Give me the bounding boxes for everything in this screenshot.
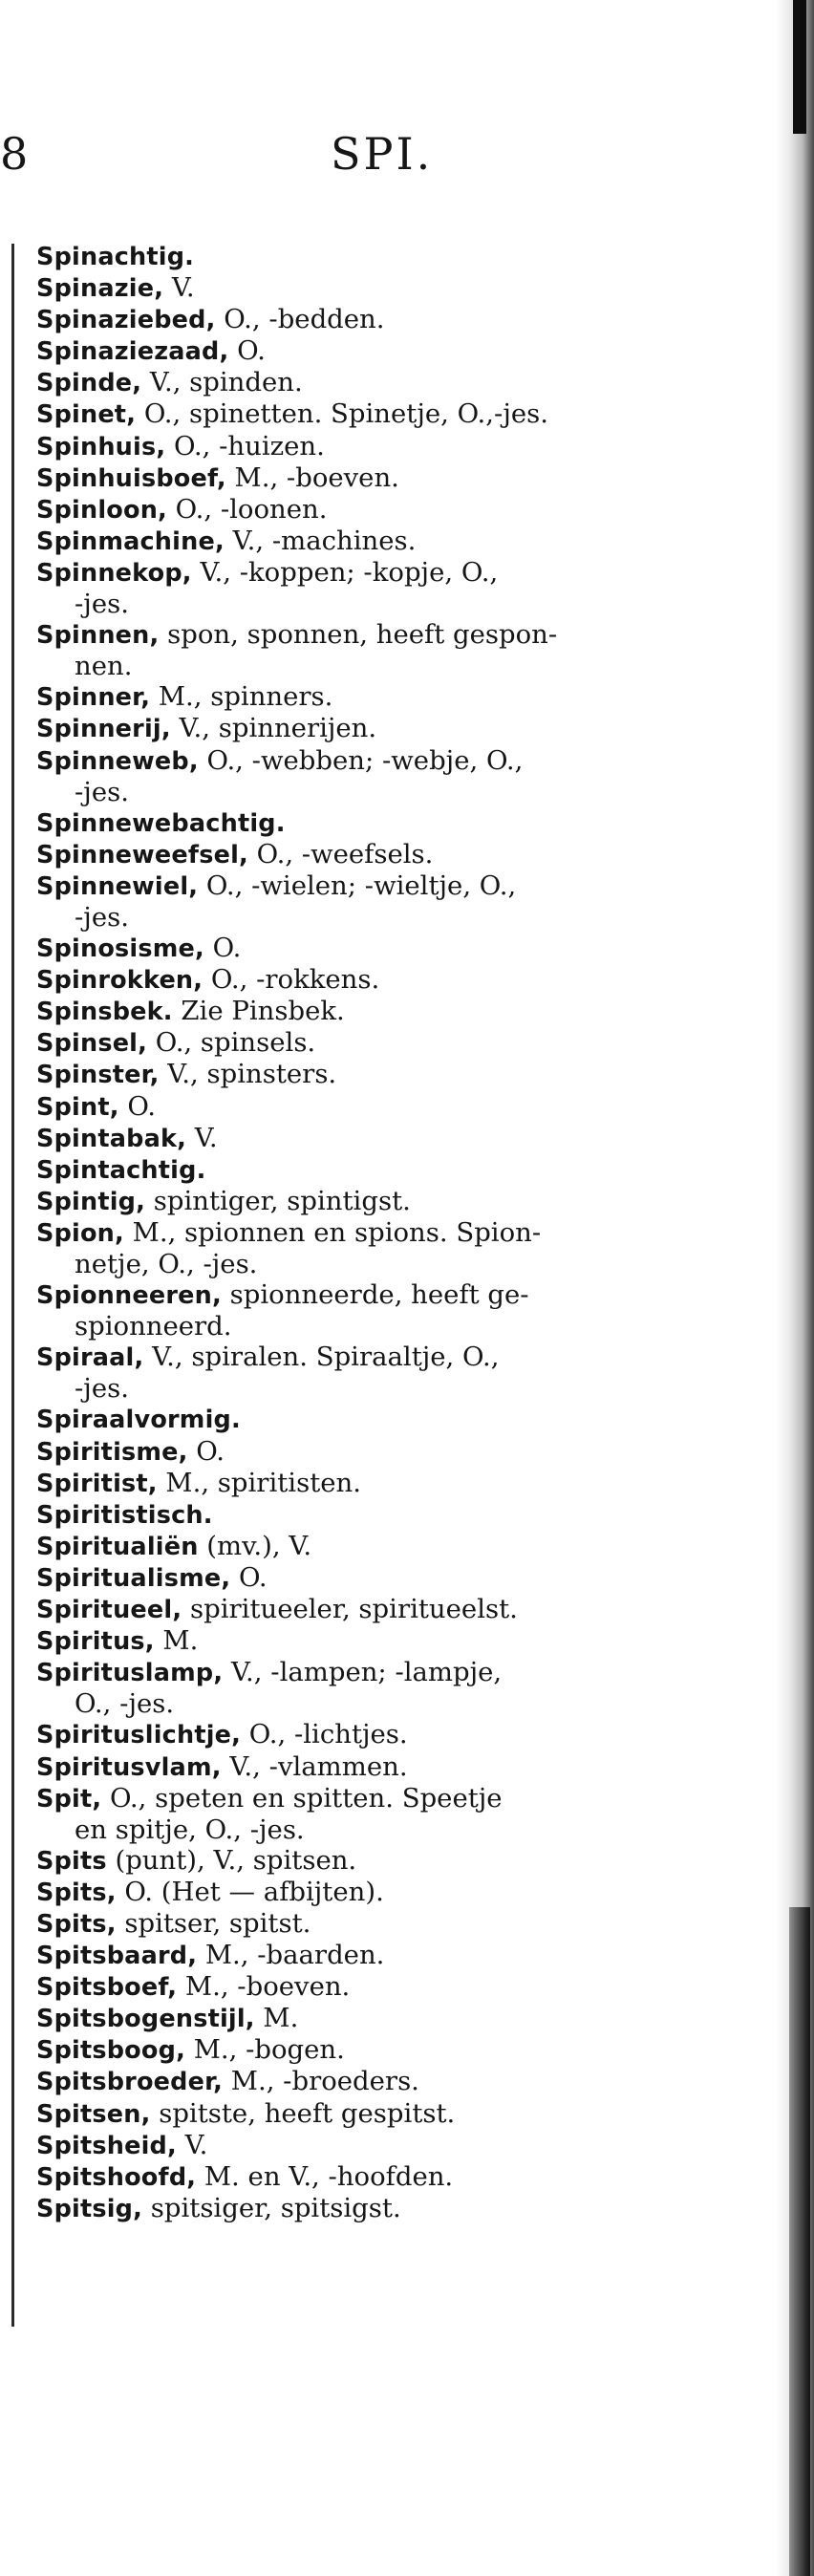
dictionary-entry <box>36 367 726 398</box>
entry-continuation-line <box>36 777 726 807</box>
entry-line <box>36 1594 726 1625</box>
entry-headword: Spiraalvormig. <box>36 1406 241 1435</box>
entry-headword: Spinhuisboef, <box>36 463 226 493</box>
entry-headword: Spinde, <box>36 369 142 398</box>
entry-headword: Spinhuis, <box>36 432 166 462</box>
dictionary-entry <box>36 1940 726 1971</box>
entry-definition: M., spionnen en spions. Spion- <box>123 1216 542 1248</box>
entry-headword: Spinnerij, <box>36 715 171 744</box>
entry-definition: V., spinden. <box>141 367 303 398</box>
entry-headword: Spinosisme, <box>36 934 204 964</box>
entry-headword: Spiritualiën <box>36 1532 199 1561</box>
entry-line <box>36 1499 726 1531</box>
dictionary-entry <box>36 2003 726 2034</box>
dictionary-entry <box>36 1562 726 1594</box>
entry-line <box>36 1657 726 1688</box>
dictionary-entry <box>36 1783 726 1845</box>
entry-definition: M., -baarden. <box>197 1940 385 1971</box>
entry-continuation-line <box>36 1814 726 1845</box>
entry-headword: Spirituslamp, <box>36 1659 224 1688</box>
dictionary-entry <box>36 839 726 870</box>
entry-line <box>36 398 726 430</box>
dictionary-entry <box>36 1217 726 1279</box>
entry-headword: Spinaziezaad, <box>36 337 229 367</box>
entry-continuation-line <box>36 902 726 933</box>
entry-headword: Spinmachine, <box>36 526 225 556</box>
entry-definition: -jes. <box>75 589 129 620</box>
dictionary-entry <box>36 1499 726 1531</box>
entry-line <box>36 1468 726 1499</box>
dictionary-entry <box>36 1877 726 1908</box>
dictionary-entry <box>36 398 726 430</box>
entry-line <box>36 1027 726 1059</box>
entry-line <box>36 494 726 526</box>
entry-line <box>36 462 726 494</box>
dictionary-entry <box>36 557 726 619</box>
entry-line <box>36 681 726 713</box>
entry-line <box>36 1877 726 1908</box>
entry-definition: spitste, heeft gespitst. <box>150 2097 456 2129</box>
entry-definition: M. en V., -hoofden. <box>196 2160 454 2192</box>
entry-definition: O., -wielen; -wieltje, O., <box>198 869 517 901</box>
dictionary-entry <box>36 1154 726 1186</box>
entry-definition: O., -loonen. <box>166 493 328 525</box>
entry-definition: O., -webben; -webje, O., <box>198 744 524 776</box>
column-rule <box>11 244 14 2327</box>
scan-edge-top <box>793 0 806 134</box>
entry-line <box>36 713 726 744</box>
entry-line <box>36 807 726 839</box>
entry-definition: M., -bogen. <box>184 2034 345 2066</box>
dictionary-entry <box>36 1186 726 1217</box>
dictionary-entry <box>36 1279 726 1342</box>
dictionary-entries <box>36 241 726 2224</box>
dictionary-entry <box>36 2098 726 2130</box>
entry-headword: Spit, <box>36 1784 102 1814</box>
dictionary-entry <box>36 1657 726 1719</box>
entry-definition: O. <box>204 933 242 964</box>
entry-definition: Zie Pinsbek. <box>172 996 345 1027</box>
entry-headword: Spion, <box>36 1218 124 1248</box>
entry-headword: Spiritueel, <box>36 1596 182 1625</box>
entry-headword: Spinrokken, <box>36 966 204 996</box>
entry-definition: O. <box>230 1561 268 1593</box>
entry-definition: O., spinetten. Spinetje, O.,-jes. <box>136 398 548 430</box>
entry-headword: Spinsbek. <box>36 998 173 1027</box>
entry-line <box>36 557 726 589</box>
entry-line <box>36 1091 726 1123</box>
dictionary-entry <box>36 335 726 367</box>
entry-definition: -jes. <box>75 901 129 933</box>
entry-definition: M., -broeders. <box>223 2066 419 2097</box>
entry-line <box>36 1751 726 1783</box>
entry-definition: V., spiralen. Spiraaltje, O., <box>143 1342 500 1373</box>
entry-headword: Spitshoofd, <box>36 2162 197 2192</box>
entry-line <box>36 1404 726 1435</box>
entry-line <box>36 1940 726 1971</box>
entry-definition: O. <box>228 335 266 367</box>
entry-headword: Spintabak, <box>36 1124 187 1153</box>
entry-line <box>36 745 726 777</box>
entry-definition: O., -lichtjes. <box>241 1719 408 1750</box>
dictionary-entry <box>36 2193 726 2224</box>
entry-line <box>36 1783 726 1814</box>
entry-headword: Spinneweb, <box>36 746 199 776</box>
entry-definition: -jes. <box>75 1373 129 1405</box>
page-header: SPI. <box>331 128 434 180</box>
entry-line <box>36 619 726 651</box>
dictionary-entry <box>36 1971 726 2003</box>
entry-line <box>36 2161 726 2193</box>
entry-line <box>36 2066 726 2097</box>
entry-headword: Spinster, <box>36 1061 160 1090</box>
entry-headword: Spitsen, <box>36 2099 151 2129</box>
entry-headword: Spiritist, <box>36 1469 158 1498</box>
entry-headword: Spiritus, <box>36 1627 155 1657</box>
dictionary-entry <box>36 304 726 335</box>
entry-continuation-line <box>36 651 726 681</box>
entry-line <box>36 870 726 902</box>
entry-definition: spintiger, spintigst. <box>144 1185 411 1216</box>
entry-headword: Spint, <box>36 1092 119 1122</box>
entry-line <box>36 1154 726 1186</box>
entry-headword: Spintachtig. <box>36 1155 206 1185</box>
entry-line <box>36 2034 726 2066</box>
entry-line <box>36 933 726 964</box>
entry-continuation-line <box>36 1311 726 1342</box>
entry-headword: Spitsbaard, <box>36 1942 198 1971</box>
entry-line <box>36 1279 726 1311</box>
entry-continuation-line <box>36 589 726 619</box>
entry-definition: O., -weefsels. <box>247 838 434 869</box>
entry-headword: Spinner, <box>36 683 151 713</box>
dictionary-entry <box>36 996 726 1027</box>
entry-headword: Spinloon, <box>36 495 167 525</box>
entry-headword: Spinnekop, <box>36 558 192 588</box>
entry-line <box>36 2098 726 2130</box>
entry-definition: M. <box>254 2003 299 2034</box>
entry-line <box>36 1908 726 1940</box>
entry-line <box>36 2003 726 2034</box>
dictionary-entry <box>36 619 726 681</box>
dictionary-entry <box>36 1123 726 1154</box>
entry-definition: O., -rokkens. <box>203 964 380 996</box>
entry-definition: V., spinnerijen. <box>170 713 377 744</box>
dictionary-entry <box>36 1468 726 1499</box>
entry-headword: Spinneweefsel, <box>36 840 248 869</box>
entry-continuation-line <box>36 1688 726 1719</box>
dictionary-entry <box>36 494 726 526</box>
entry-definition: O., speten en spitten. Speetje <box>101 1782 503 1814</box>
entry-line <box>36 1186 726 1217</box>
entry-definition: V., -vlammen. <box>221 1750 408 1782</box>
entry-line <box>36 304 726 335</box>
entry-definition: spitser, spitst. <box>116 1907 311 1939</box>
entry-headword: Spirituslichtje, <box>36 1721 242 1750</box>
dictionary-entry <box>36 241 726 272</box>
dictionary-entry <box>36 272 726 304</box>
dictionary-entry <box>36 1594 726 1625</box>
entry-definition: O., -bedden. <box>215 304 385 335</box>
entry-definition: spitsiger, spitsigst. <box>142 2192 401 2223</box>
entry-definition: M., -boeven. <box>225 462 399 493</box>
dictionary-entry <box>36 745 726 807</box>
entry-headword: Spiraal, <box>36 1343 144 1373</box>
entry-definition: V. <box>176 2129 208 2160</box>
entry-headword: Spinazie, <box>36 274 164 304</box>
entry-definition: spionneerde, heeft ge- <box>221 1279 529 1311</box>
entry-line <box>36 839 726 870</box>
dictionary-entry <box>36 462 726 494</box>
entry-headword: Spinachtig. <box>36 243 195 271</box>
entry-definition: O., -huizen. <box>165 430 325 462</box>
entry-line <box>36 964 726 996</box>
entry-line <box>36 996 726 1027</box>
entry-definition: M., -boeven. <box>177 1971 351 2003</box>
dictionary-entry <box>36 2161 726 2193</box>
entry-definition: O., spinsels. <box>147 1027 316 1059</box>
entry-definition: O., -jes. <box>75 1688 175 1720</box>
dictionary-entry <box>36 1027 726 1059</box>
entry-definition: netje, O., -jes. <box>75 1249 258 1279</box>
entry-headword: Spinaziebed, <box>36 306 216 335</box>
entry-headword: Spitsboog, <box>36 2036 185 2066</box>
entry-headword: Spionneeren, <box>36 1281 222 1311</box>
entry-definition: M., spinners. <box>150 681 333 713</box>
entry-definition: M., spiritisten. <box>157 1467 361 1498</box>
dictionary-entry <box>36 2034 726 2066</box>
entry-headword: Spiritusvlam, <box>36 1752 222 1782</box>
dictionary-entry <box>36 1059 726 1090</box>
entry-definition: (punt), V., spitsen. <box>106 1844 357 1876</box>
dictionary-entry <box>36 431 726 462</box>
entry-line <box>36 1123 726 1154</box>
entry-definition: V., -lampen; -lampje, <box>223 1657 503 1688</box>
entry-definition: V., spinsters. <box>159 1059 337 1090</box>
entry-definition: spon, sponnen, heeft gespon- <box>159 619 558 651</box>
dictionary-entry <box>36 870 726 933</box>
entry-line <box>36 526 726 557</box>
entry-definition: V., -machines. <box>224 525 417 556</box>
entry-headword: Spintig, <box>36 1187 145 1216</box>
dictionary-entry <box>36 1845 726 1877</box>
dictionary-entry <box>36 2066 726 2097</box>
entry-line <box>36 1531 726 1562</box>
entry-headword: Spinet, <box>36 400 137 430</box>
entry-definition: V., -koppen; -kopje, O., <box>191 556 499 588</box>
dictionary-entry <box>36 933 726 964</box>
entry-line <box>36 367 726 398</box>
dictionary-entry <box>36 964 726 996</box>
entry-headword: Spinnewebachtig. <box>36 808 286 838</box>
entry-line <box>36 1436 726 1468</box>
dictionary-entry <box>36 1342 726 1404</box>
entry-headword: Spits, <box>36 1878 117 1907</box>
entry-continuation-line <box>36 1373 726 1404</box>
entry-definition: -jes. <box>75 776 129 807</box>
entry-line <box>36 1719 726 1750</box>
entry-definition: O. (Het — afbijten). <box>116 1876 384 1907</box>
dictionary-entry <box>36 526 726 557</box>
entry-line <box>36 431 726 462</box>
dictionary-entry <box>36 2130 726 2161</box>
dictionary-entry <box>36 713 726 744</box>
entry-definition: spiritueeler, spiritueelst. <box>182 1594 518 1625</box>
entry-headword: Spitsbogenstijl, <box>36 2005 255 2034</box>
entry-line <box>36 1059 726 1090</box>
entry-definition: spionneerd. <box>75 1311 232 1342</box>
entry-line <box>36 1342 726 1373</box>
entry-headword: Spinnen, <box>36 621 160 651</box>
entry-definition: O. <box>118 1090 157 1122</box>
dictionary-entry <box>36 1436 726 1468</box>
entry-line <box>36 2130 726 2161</box>
entry-headword: Spitsig, <box>36 2194 143 2223</box>
entry-definition: O. <box>187 1435 225 1467</box>
dictionary-entry <box>36 1091 726 1123</box>
dictionary-entry <box>36 1719 726 1750</box>
entry-headword: Spinsel, <box>36 1029 148 1059</box>
entry-line <box>36 1845 726 1877</box>
dictionary-entry <box>36 1531 726 1562</box>
entry-definition: nen. <box>75 651 133 682</box>
entry-line <box>36 241 726 272</box>
scan-edge-bottom <box>789 1907 810 2576</box>
entry-line <box>36 2193 726 2224</box>
entry-headword: Spits <box>36 1846 107 1876</box>
entry-headword: Spiritualisme, <box>36 1563 231 1593</box>
dictionary-entry <box>36 1908 726 1940</box>
dictionary-entry <box>36 807 726 839</box>
entry-line <box>36 335 726 367</box>
entry-line <box>36 1625 726 1657</box>
entry-headword: Spitsheid, <box>36 2131 177 2160</box>
entry-line <box>36 1562 726 1594</box>
entry-headword: Spiritistisch. <box>36 1500 213 1530</box>
entry-continuation-line <box>36 1249 726 1279</box>
entry-definition: V. <box>163 272 195 304</box>
dictionary-entry <box>36 1751 726 1783</box>
dictionary-entry <box>36 681 726 713</box>
entry-definition: V. <box>186 1122 218 1153</box>
entry-headword: Spiritisme, <box>36 1437 188 1467</box>
entry-headword: Spitsboef, <box>36 1973 178 2003</box>
entry-line <box>36 1971 726 2003</box>
entry-definition: M. <box>154 1625 199 1657</box>
entry-line <box>36 1217 726 1249</box>
entry-headword: Spitsbroeder, <box>36 2068 224 2097</box>
entry-headword: Spits, <box>36 1909 117 1939</box>
entry-definition: (mv.), V. <box>198 1530 312 1561</box>
dictionary-entry <box>36 1404 726 1435</box>
dictionary-entry <box>36 1625 726 1657</box>
page-number: 8 <box>0 128 31 180</box>
entry-headword: Spinnewiel, <box>36 871 199 901</box>
entry-definition: en spitje, O., -jes. <box>75 1814 305 1845</box>
entry-line <box>36 272 726 304</box>
